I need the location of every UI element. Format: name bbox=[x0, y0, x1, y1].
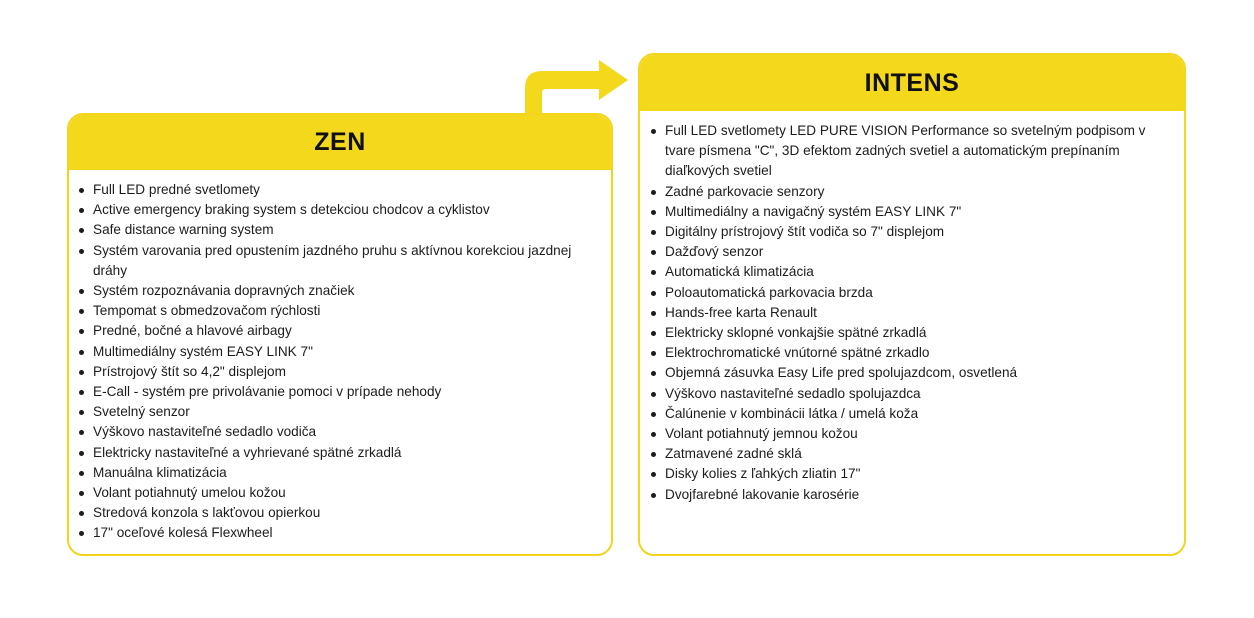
feature-item bbox=[79, 402, 593, 422]
feature-item bbox=[79, 362, 593, 382]
bullet-icon bbox=[79, 491, 84, 496]
feature-text: Tempomat s obmedzovačom rýchlosti bbox=[93, 303, 321, 319]
feature-item bbox=[651, 303, 1168, 323]
feature-text: Hands-free karta Renault bbox=[665, 304, 817, 320]
feature-text: E-Call - systém pre privolávanie pomoci v prípade nehody bbox=[93, 384, 442, 400]
feature-text: Volant potiahnutý jemnou kožou bbox=[665, 426, 858, 442]
feature-item bbox=[651, 202, 1168, 222]
feature-item bbox=[79, 241, 593, 281]
bullet-icon bbox=[79, 451, 84, 456]
feature-item bbox=[651, 242, 1168, 262]
feature-item bbox=[79, 422, 593, 442]
bullet-icon bbox=[651, 392, 656, 397]
feature-text: Zadné parkovacie senzory bbox=[665, 183, 825, 199]
feature-item bbox=[651, 343, 1168, 363]
feature-item bbox=[79, 463, 593, 483]
bullet-icon bbox=[651, 493, 656, 498]
bullet-icon bbox=[79, 188, 84, 193]
feature-text: Stredová konzola s lakťovou opierkou bbox=[93, 505, 321, 521]
bullet-icon bbox=[651, 270, 656, 275]
feature-text: Systém rozpoznávania dopravných značiek bbox=[93, 283, 355, 299]
bullet-icon bbox=[79, 228, 84, 233]
bullet-icon bbox=[651, 129, 656, 134]
feature-item bbox=[79, 382, 593, 402]
feature-item bbox=[79, 281, 593, 301]
feature-item bbox=[651, 404, 1168, 424]
feature-item bbox=[79, 200, 593, 220]
feature-text: Multimediálny systém EASY LINK 7" bbox=[93, 343, 313, 359]
bullet-icon bbox=[651, 371, 656, 376]
bullet-icon bbox=[651, 210, 656, 215]
zen-feature-list bbox=[69, 170, 611, 544]
bullet-icon bbox=[651, 331, 656, 336]
bullet-icon bbox=[79, 430, 84, 435]
feature-item bbox=[79, 220, 593, 240]
zen-trim-card bbox=[67, 113, 613, 556]
bullet-icon bbox=[79, 410, 84, 415]
feature-item bbox=[651, 222, 1168, 242]
feature-text: Výškovo nastaviteľné sedadlo vodiča bbox=[93, 424, 317, 440]
feature-item bbox=[651, 262, 1168, 282]
zen-card-header bbox=[69, 115, 611, 170]
feature-text: Elektrochromatické vnútorné spätné zrkadlo bbox=[665, 345, 930, 361]
feature-text: Full LED predné svetlomety bbox=[93, 182, 260, 197]
bullet-icon bbox=[79, 370, 84, 375]
feature-text: Elektricky nastaviteľné a vyhrievané spätné zrkadlá bbox=[93, 444, 402, 460]
feature-text: Dvojfarebné lakovanie karosérie bbox=[665, 486, 860, 502]
feature-text: Objemná zásuvka Easy Life pred spolujazdcom, osvetlená bbox=[665, 365, 1018, 381]
bullet-icon bbox=[79, 390, 84, 395]
zen-title: ZEN bbox=[314, 128, 366, 156]
bullet-icon bbox=[651, 291, 656, 296]
feature-item bbox=[79, 503, 593, 523]
feature-text: Výškovo nastaviteľné sedadlo spolujazdca bbox=[665, 385, 921, 401]
feature-text: Čalúnenie v kombinácii látka / umelá koža bbox=[665, 405, 919, 421]
feature-text: Safe distance warning system bbox=[93, 222, 274, 238]
feature-text: Svetelný senzor bbox=[93, 404, 190, 420]
intens-title: INTENS bbox=[864, 68, 960, 97]
bullet-icon bbox=[651, 311, 656, 316]
feature-text: Poloautomatická parkovacia brzda bbox=[665, 284, 873, 300]
bullet-icon bbox=[651, 432, 656, 437]
arrow-connector bbox=[525, 60, 628, 116]
feature-item bbox=[79, 301, 593, 321]
bullet-icon bbox=[79, 350, 84, 355]
feature-item bbox=[651, 444, 1168, 464]
feature-text: Digitálny prístrojový štít vodiča so 7" displejom bbox=[665, 224, 945, 240]
feature-item bbox=[79, 483, 593, 503]
bullet-icon bbox=[651, 472, 656, 477]
bullet-icon bbox=[79, 471, 84, 476]
intens-card-header bbox=[640, 55, 1184, 111]
feature-text: Elektricky sklopné vonkajšie spätné zrkadlá bbox=[665, 325, 927, 341]
feature-text: Active emergency braking system s detekciou chodcov a cyklistov bbox=[93, 202, 490, 218]
feature-text: Dažďový senzor bbox=[665, 244, 764, 260]
feature-item bbox=[651, 121, 1168, 182]
bullet-icon bbox=[651, 250, 656, 255]
feature-text: Manuálna klimatizácia bbox=[93, 464, 227, 480]
feature-text: Volant potiahnutý umelou kožou bbox=[93, 485, 286, 501]
bullet-icon bbox=[79, 511, 84, 516]
feature-item bbox=[79, 180, 593, 200]
feature-text: Predné, bočné a hlavové airbagy bbox=[93, 323, 292, 339]
bullet-icon bbox=[79, 531, 84, 536]
feature-text: Systém varovania pred opustením jazdného pruhu s aktívnou korekciou jazdnej dráhy bbox=[93, 242, 572, 278]
feature-item bbox=[651, 283, 1168, 303]
feature-item bbox=[79, 523, 593, 543]
feature-text: Multimediálny a navigačný systém EASY LINK 7" bbox=[665, 203, 962, 219]
feature-text: Zatmavené zadné sklá bbox=[665, 446, 802, 462]
feature-item bbox=[651, 424, 1168, 444]
bullet-icon bbox=[79, 249, 84, 254]
bullet-icon bbox=[79, 289, 84, 294]
feature-item bbox=[79, 321, 593, 341]
bullet-icon bbox=[651, 190, 656, 195]
feature-item bbox=[651, 323, 1168, 343]
feature-item bbox=[79, 342, 593, 362]
feature-text: Full LED svetlomety LED PURE VISION Performance so svetelným podpisom v tvare písmena "C", 3D efektom zadných svetiel a automatickým prepínaním diaľkových svetiel bbox=[665, 123, 1146, 179]
bullet-icon bbox=[79, 309, 84, 314]
feature-item bbox=[651, 464, 1168, 484]
bullet-icon bbox=[651, 230, 656, 235]
bullet-icon bbox=[79, 329, 84, 334]
feature-item bbox=[651, 485, 1168, 505]
intens-trim-card bbox=[638, 53, 1186, 556]
bullet-icon bbox=[651, 452, 656, 457]
feature-item bbox=[651, 182, 1168, 202]
feature-item bbox=[651, 363, 1168, 383]
feature-item bbox=[651, 384, 1168, 404]
bullet-icon bbox=[651, 351, 656, 356]
feature-text: 17" oceľové kolesá Flexwheel bbox=[93, 525, 273, 541]
bullet-icon bbox=[79, 208, 84, 213]
feature-item bbox=[79, 443, 593, 463]
intens-feature-list bbox=[640, 111, 1184, 505]
feature-text: Prístrojový štít so 4,2" displejom bbox=[93, 363, 286, 379]
bullet-icon bbox=[651, 412, 656, 417]
feature-text: Disky kolies z ľahkých zliatin 17" bbox=[665, 466, 861, 482]
feature-text: Automatická klimatizácia bbox=[665, 264, 814, 280]
